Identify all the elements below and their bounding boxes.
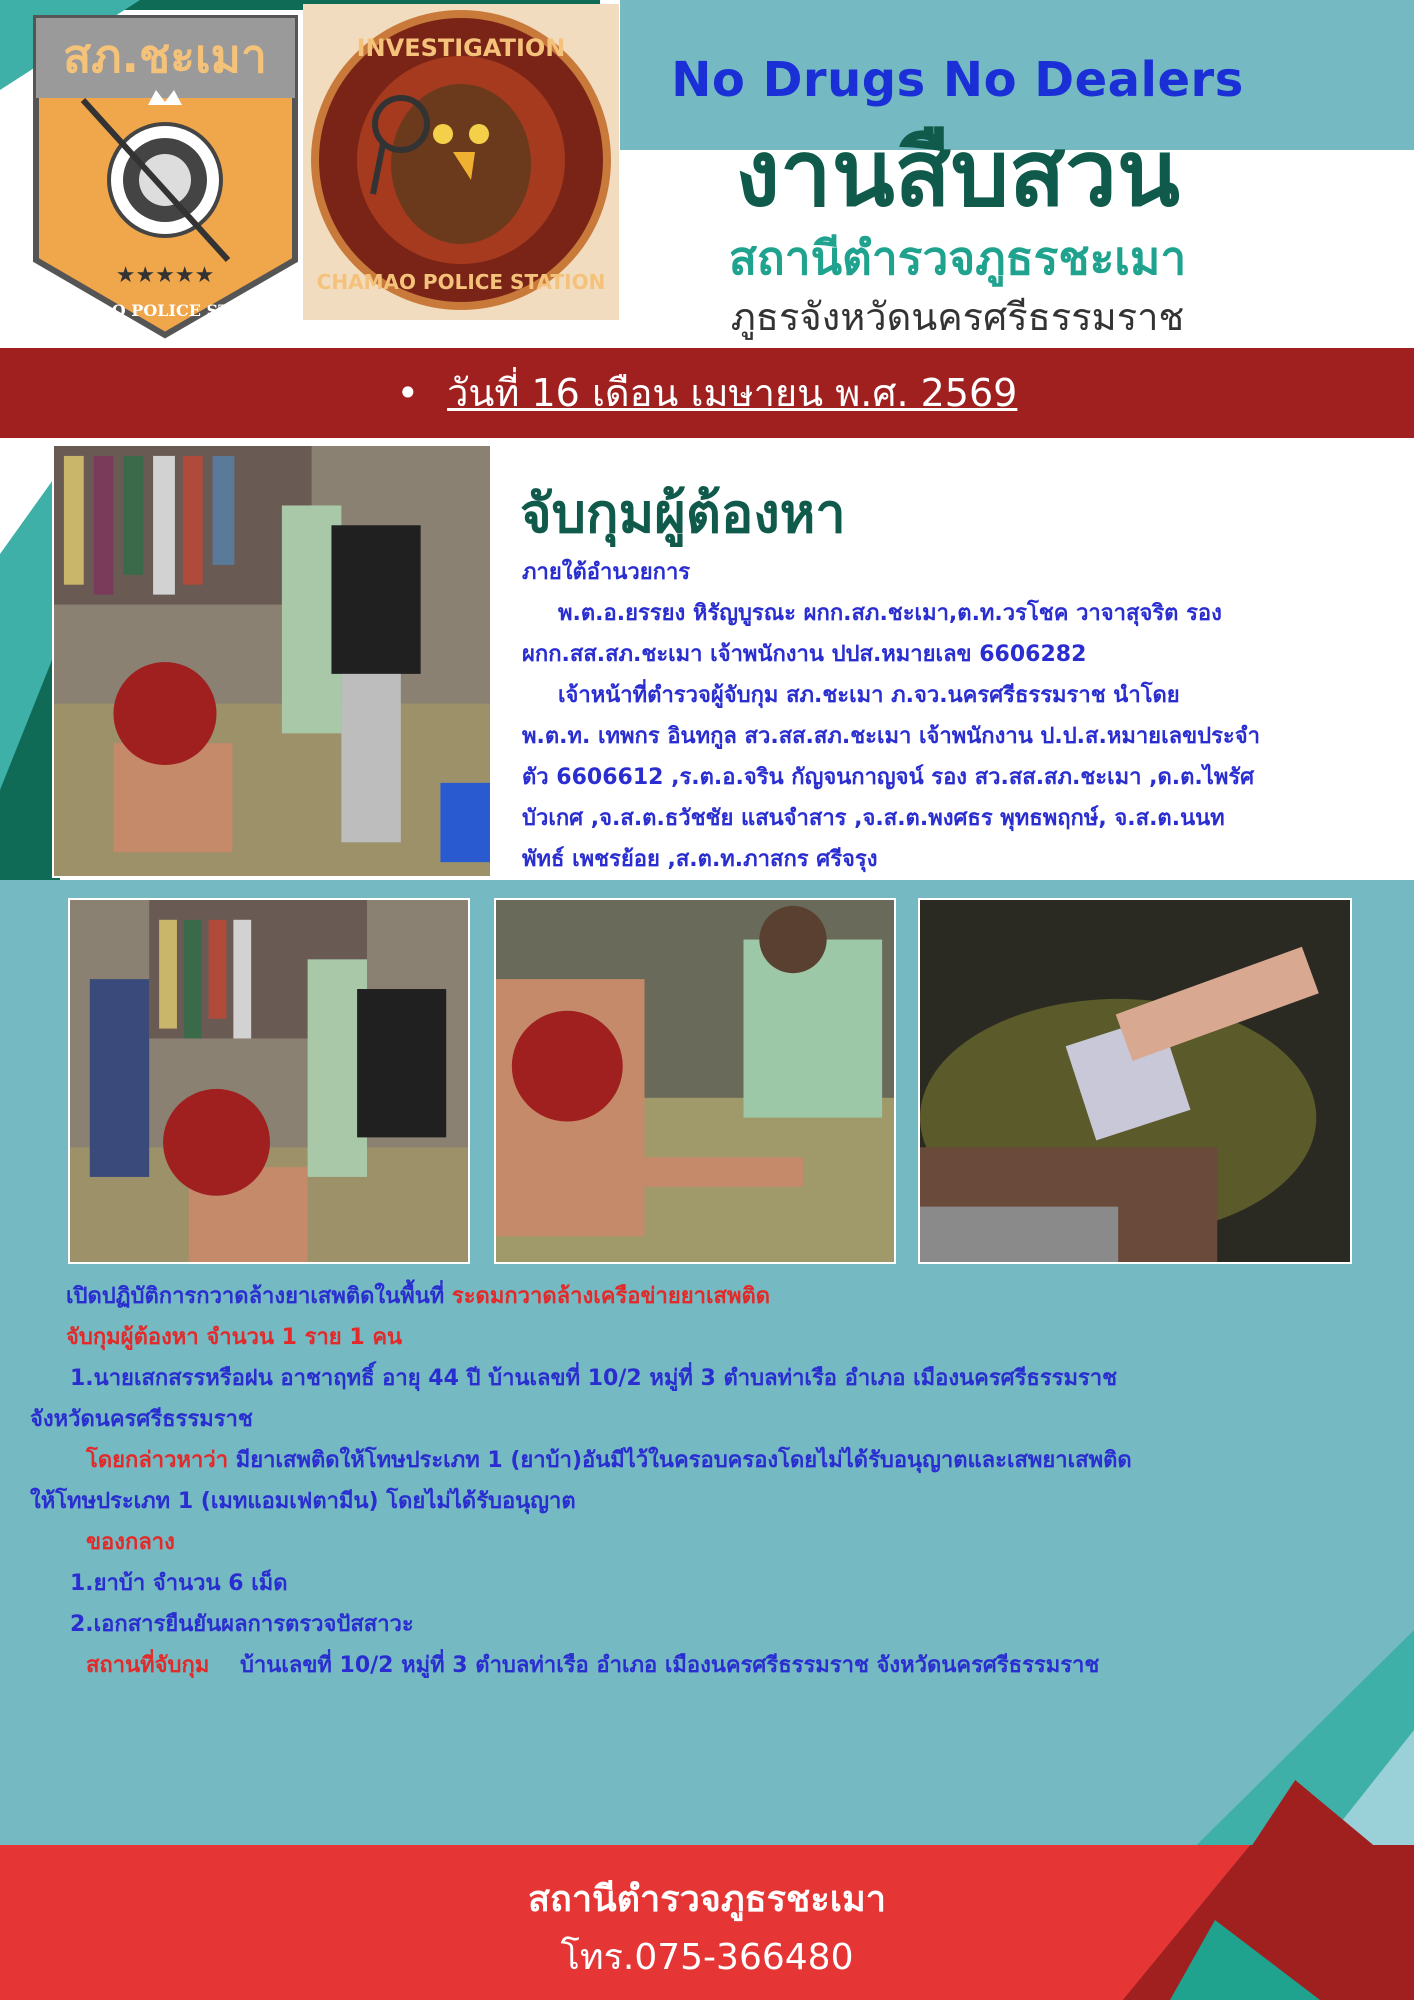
place-line: [30, 1645, 1390, 1686]
arrest-photo-main: [52, 444, 492, 878]
badge-right-bottom-text: CHAMAO POLICE STATION: [316, 270, 606, 294]
operation-highlight: ระดมกวาดล้างเครือข่ายยาเสพติด: [451, 1284, 771, 1309]
command-line: บัวเกศ ,จ.ส.ต.ธวัชชัย แสนจำสาร ,จ.ส.ต.พงศธร พุทธพฤกษ์, จ.ส.ต.นนท: [522, 806, 1225, 831]
command-line: พ.ต.อ.ยรรยง หิรัญบูรณะ ผกก.สภ.ชะเมา,ต.ท.วรโชค วาจาสุจริต รอง: [558, 601, 1222, 626]
command-line: ตัว 6606612 ,ร.ต.อ.จริน กัญจนกาญจน์ รอง สว.สส.สภ.ชะเมา ,ด.ต.ไพรัศ: [522, 765, 1255, 790]
evidence-item: 2.เอกสารยืนยันผลการตรวจปัสสาวะ: [70, 1612, 414, 1637]
badge-left-ring-text: CHAMAO POLICE STATION: [41, 301, 289, 320]
slogan-heading: No Drugs No Dealers: [671, 52, 1244, 108]
evidence-item: 1.ยาบ้า จำนวน 6 เม็ด: [70, 1571, 288, 1596]
date-text: วันที่ 16 เดือน เมษายน พ.ศ. 2569: [447, 371, 1018, 415]
charge-text: ให้โทษประเภท 1 (เมทแอมเฟตามีน) โดยไม่ได้รับอนุญาต: [30, 1489, 576, 1514]
arrest-photo-2: [494, 898, 896, 1264]
charge-label: โดยกล่าวหาว่า: [86, 1448, 229, 1473]
operation-text: เปิดปฏิบัติการกวาดล้างยาเสพติดในพื้นที่: [66, 1284, 445, 1309]
bullet-icon: •: [396, 371, 420, 415]
arrest-count: จับกุมผู้ต้องหา จำนวน 1 ราย 1 คน: [66, 1325, 403, 1350]
charge-text: มียาเสพติดให้โทษประเภท 1 (ยาบ้า)อันมีไว้ในครอบครองโดยไม่ได้รับอนุญาตและเสพยาเสพติด: [235, 1448, 1132, 1473]
date-line: [0, 362, 1414, 423]
suspect-info: จังหวัดนครศรีธรรมราช: [30, 1407, 253, 1432]
arrest-photo-1: [68, 898, 470, 1264]
badge-left-text: สภ.ชะเมา: [63, 29, 267, 83]
svg-text:★★★★★: ★★★★★: [115, 263, 215, 288]
command-line: พ.ต.ท. เทพกร อินทกูล สว.สส.สภ.ชะเมา เจ้าพนักงาน ป.ป.ส.หมายเลขประจำ: [522, 724, 1260, 749]
place-label: สถานที่จับกุม: [86, 1653, 210, 1678]
command-line: ภายใต้อำนวยการ: [522, 560, 691, 585]
page-title: งานสืบสวน: [735, 120, 1180, 227]
investigation-badge-logo: [303, 4, 619, 320]
command-text-block: [522, 552, 1362, 880]
operation-line: [30, 1276, 1390, 1317]
footer-station-name: สถานีตำรวจภูธรชะเมา: [528, 1879, 886, 1920]
evidence-label: ของกลาง: [86, 1530, 175, 1555]
place-text: บ้านเลขที่ 10/2 หมู่ที่ 3 ตำบลท่าเรือ อำเภอ เมืองนครศรีธรรมราช จังหวัดนครศรีธรรมราช: [239, 1653, 1100, 1678]
arrest-heading: จับกุมผู้ต้องหา: [520, 482, 846, 545]
charge-line: [30, 1440, 1390, 1481]
command-line: เจ้าหน้าที่ตำรวจผู้จับกุม สภ.ชะเมา ภ.จว.นครศรีธรรมราช นำโดย: [558, 683, 1180, 708]
province-name: ภูธรจังหวัดนครศรีธรรมราช: [730, 295, 1185, 339]
badge-right-top-text: INVESTIGATION: [356, 34, 566, 62]
case-details: [30, 1276, 1390, 1686]
footer-phone: โทร.075-366480: [560, 1937, 854, 1978]
command-line: ผกก.สส.สภ.ชะเมา เจ้าพนักงาน ปปส.หมายเลข 6606282: [522, 642, 1087, 667]
station-name: สถานีตำรวจภูธรชะเมา: [728, 231, 1187, 285]
station-badge-logo: [28, 10, 303, 340]
command-line: พัทธ์ เพชรย้อย ,ส.ต.ท.ภาสกร ศรีจรุง: [522, 847, 878, 872]
suspect-info: 1.นายเสกสรรหรือฝน อาชาฤทธิ์ อายุ 44 ปี บ้านเลขที่ 10/2 หมู่ที่ 3 ตำบลท่าเรือ อำเภอ เมืองนครศรีธรรมราช: [70, 1366, 1118, 1391]
evidence-photo: [918, 898, 1352, 1264]
